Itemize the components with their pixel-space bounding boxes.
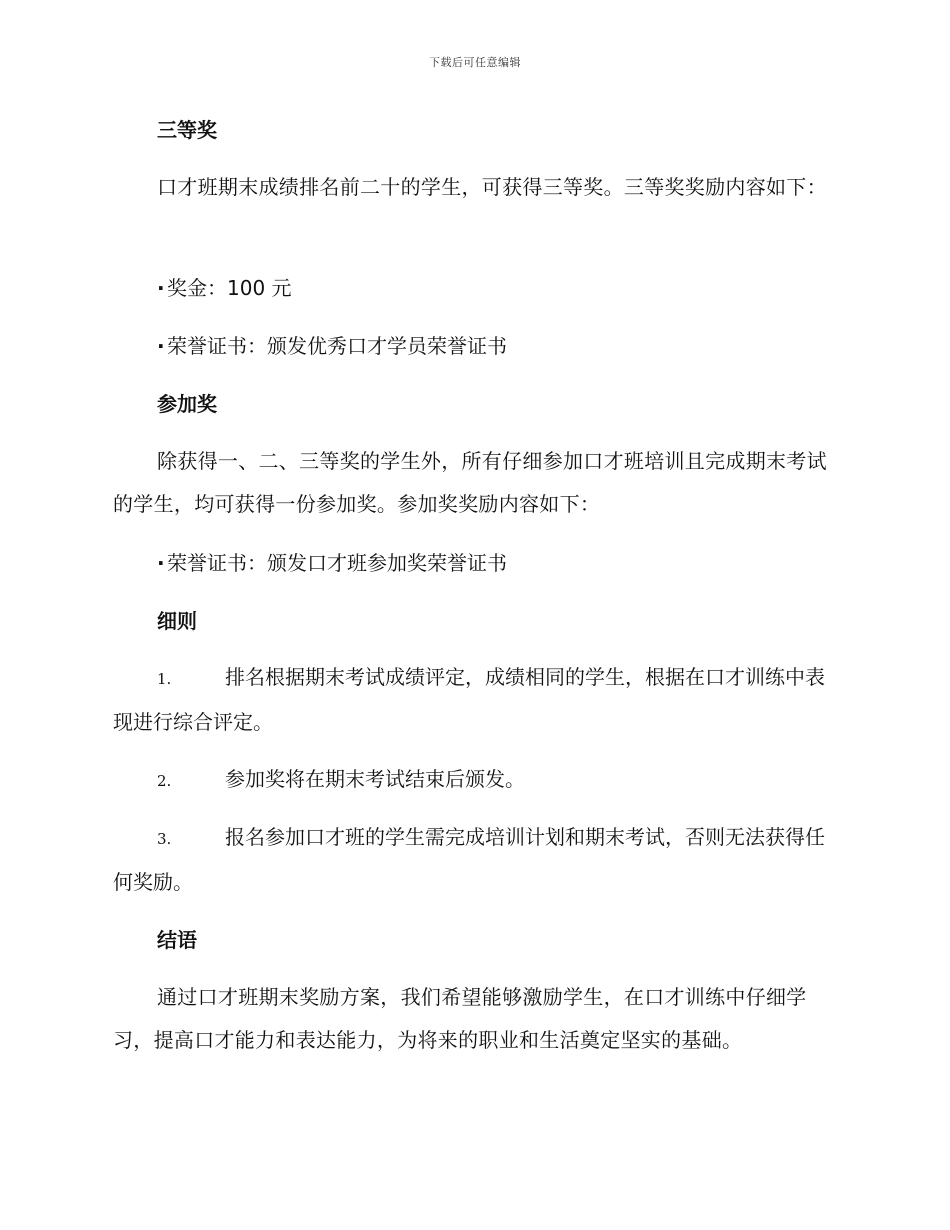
section-heading-rules: 细则 <box>157 609 197 633</box>
page-header: 下载后可任意编辑 <box>429 56 521 69</box>
section-heading-participation: 参加奖 <box>157 392 217 416</box>
bullet-dot-icon: · <box>157 334 165 358</box>
item-text: 报名参加口才班的学生需完成培训计划和期末考试，否则无法获得任何奖励。 <box>113 825 825 894</box>
section-heading-third-prize: 三等奖 <box>157 118 217 142</box>
bullet-text: 荣誉证书：颁发口才班参加奖荣誉证书 <box>167 551 507 575</box>
paragraph-text: 通过口才班期末奖励方案，我们希望能够激励学生，在口才训练中仔细学习，提高口才能力和表达能力，为将来的职业和生活奠定坚实的基础。 <box>113 985 807 1052</box>
item-number: 3. <box>157 830 172 848</box>
numbered-item <box>113 656 835 744</box>
item-text: 排名根据期末考试成绩评定，成绩相同的学生，根据在口才训练中表现进行综合评定。 <box>113 665 825 734</box>
section-heading-conclusion: 结语 <box>157 928 197 952</box>
item-text: 参加奖将在期末考试结束后颁发。 <box>225 767 525 791</box>
paragraph-text: 除获得一、二、三等奖的学生外，所有仔细参加口才班培训且完成期末考试的学生，均可获得一份参加奖。参加奖奖励内容如下： <box>113 449 827 516</box>
bullet-item <box>157 332 507 360</box>
numbered-item <box>113 816 835 904</box>
numbered-item <box>113 758 835 803</box>
bullet-dot-icon: · <box>157 551 165 575</box>
paragraph-text: 口才班期末成绩排名前二十的学生，可获得三等奖。三等奖奖励内容如下： <box>157 175 827 199</box>
item-number: 2. <box>157 772 172 790</box>
bullet-item <box>157 274 292 302</box>
paragraph-conclusion <box>113 976 835 1062</box>
paragraph-third-prize <box>113 166 835 209</box>
bullet-dot-icon: · <box>157 276 165 300</box>
bullet-text: 奖金：100 元 <box>167 276 292 300</box>
bullet-text: 荣誉证书：颁发优秀口才学员荣誉证书 <box>167 334 507 358</box>
paragraph-participation <box>113 440 835 526</box>
item-number: 1. <box>157 670 172 688</box>
bullet-item <box>157 549 507 577</box>
